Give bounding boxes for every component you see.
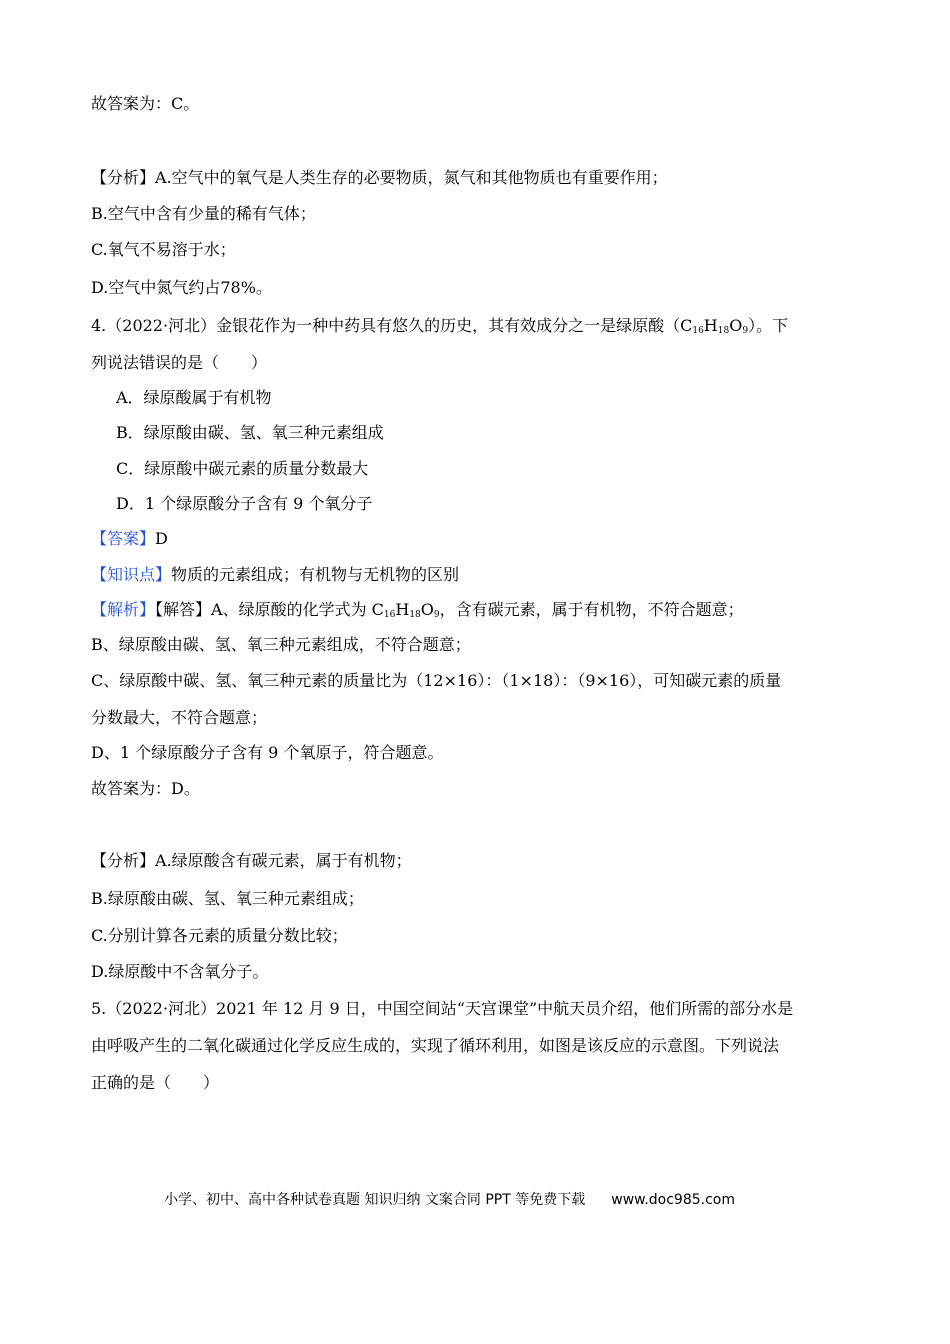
q5-number: 5. xyxy=(91,999,107,1018)
page-footer xyxy=(164,1191,735,1209)
q4-formula: $C_{16}H_{18}O_9$ xyxy=(680,316,749,336)
q4-analysis-line-1: 【分析】A.绿原酸含有碳元素，属于有机物； xyxy=(91,851,412,870)
explain-label: 【解析】 xyxy=(91,600,156,619)
q5-stem-line-1: 5.（2022·河北）2021 年 12 月 9 日，中国空间站“天宫课堂”中航天员介绍，他们所需的部分水是 xyxy=(91,999,794,1018)
q4-number: 4. xyxy=(91,316,107,335)
analysis-label: 【分析】 xyxy=(91,851,156,870)
knowledge-value: 物质的元素组成；有机物与无机物的区别 xyxy=(171,565,460,584)
answer-label: 【答案】 xyxy=(91,529,156,548)
q4-explain-line-2: B、绿原酸由碳、氢、氧三种元素组成，不符合题意； xyxy=(91,635,471,654)
q5-stem-line-3: 正确的是（ ） xyxy=(91,1073,220,1092)
q4-answer-conclusion: 故答案为：D。 xyxy=(91,779,200,798)
q4-explain-line-4: 分数最大，不符合题意； xyxy=(91,708,268,727)
q4-option-c: C．绿原酸中碳元素的质量分数最大 xyxy=(116,459,369,478)
answer-value: D xyxy=(155,529,168,548)
prev-answer-conclusion: 故答案为：C。 xyxy=(91,94,200,113)
q4-option-a: A．绿原酸属于有机物 xyxy=(116,388,272,407)
analysis-label: 【分析】 xyxy=(91,168,156,187)
prev-analysis-line-3: C.氧气不易溶于水； xyxy=(91,240,236,259)
q4-explain-line-1: 【解析】【解答】A、绿原酸的化学式为 $C_{16}H_{18}O_9$，含有碳元素，属于有机物，不符合题意； xyxy=(91,600,744,620)
q4-explain-line-5: D、1 个绿原酸分子含有 9 个氧原子，符合题意。 xyxy=(91,743,444,762)
q4-analysis-line-4: D.绿原酸中不含氧分子。 xyxy=(91,962,269,981)
prev-analysis-line-1: 【分析】A.空气中的氧气是人类生存的必要物质，氮气和其他物质也有重要作用； xyxy=(91,168,668,187)
footer-url[interactable]: www.doc985.com xyxy=(611,1192,735,1208)
q5-stem-line-2: 由呼吸产生的二氧化碳通过化学反应生成的，实现了循环利用，如图是该反应的示意图。下列说法 xyxy=(91,1036,780,1055)
prev-analysis-line-4: D.空气中氮气约占78%。 xyxy=(91,278,272,297)
prev-analysis-line-2: B.空气中含有少量的稀有气体； xyxy=(91,204,316,223)
q4-knowledge xyxy=(91,565,459,585)
q4-stem-line-2: 列说法错误的是（ ） xyxy=(91,353,268,372)
q4-source: （2022·河北） xyxy=(106,316,217,335)
q4-analysis-line-3: C.分别计算各元素的质量分数比较； xyxy=(91,926,348,945)
q4-analysis-line-2: B.绿原酸由碳、氢、氧三种元素组成； xyxy=(91,889,364,908)
q4-answer xyxy=(91,529,168,549)
q4-explain-formula: $C_{16}H_{18}O_9$ xyxy=(371,600,440,620)
knowledge-label: 【知识点】 xyxy=(91,565,172,584)
footer-text: 小学、初中、高中各种试卷真题 知识归纳 文案合同 PPT 等免费下载 xyxy=(164,1192,586,1208)
q4-explain-line-3: C、绿原酸中碳、氢、氧三种元素的质量比为（12×16）：（1×18）：（9×16），可知碳元素的质量 xyxy=(91,671,782,690)
q4-stem-line-1: 4.（2022·河北）金银花作为一种中药具有悠久的历史，其有效成分之一是绿原酸$(C_{16}H_{18}O_9)$。下 xyxy=(91,316,789,336)
q4-option-b: B．绿原酸由碳、氢、氧三种元素组成 xyxy=(116,423,384,442)
q5-source: （2022·河北） xyxy=(106,999,217,1018)
q4-option-d: D．1 个绿原酸分子含有 9 个氧分子 xyxy=(116,494,373,513)
